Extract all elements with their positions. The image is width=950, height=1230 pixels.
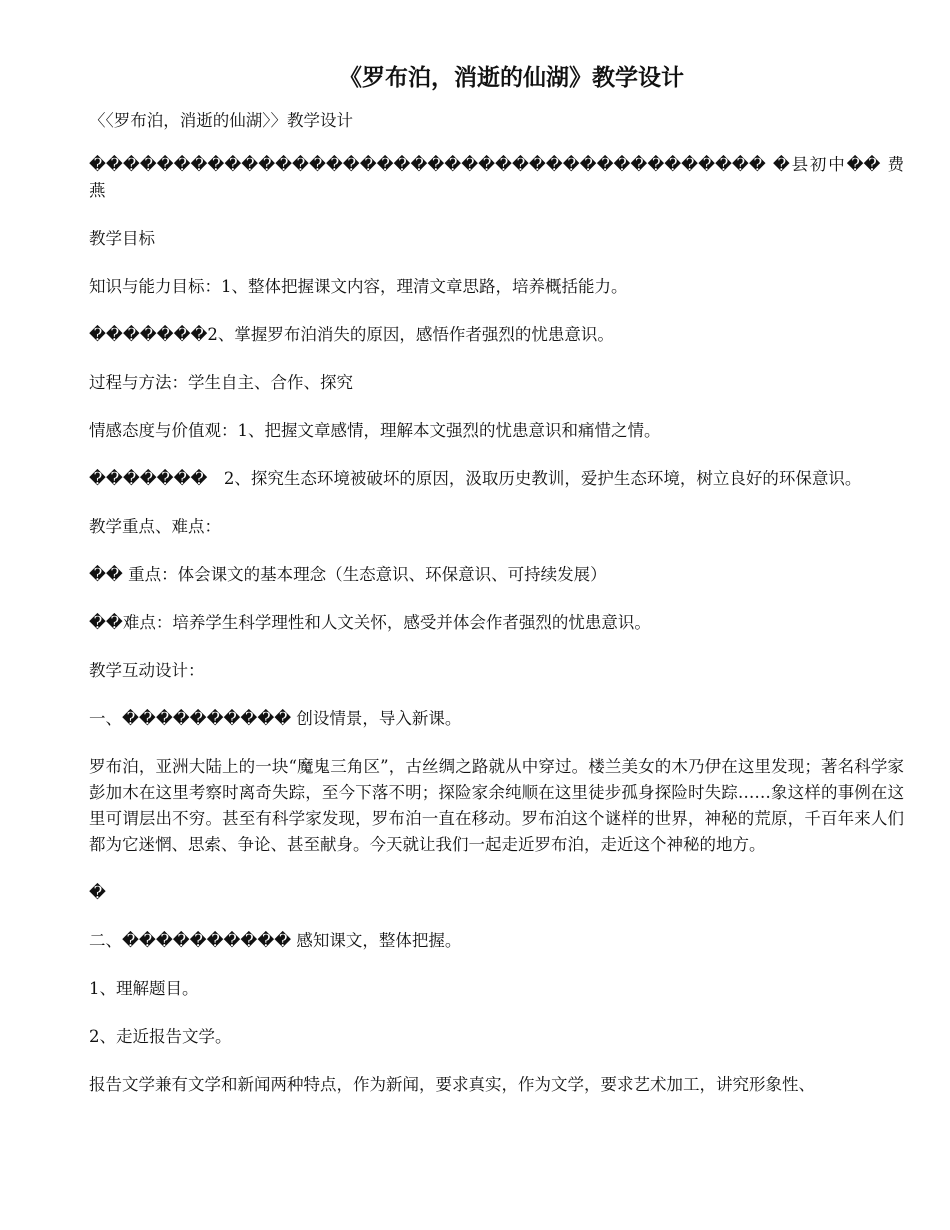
difficult-point: ��难点：培养学生科学理性和人文关怀，感受并体会作者强烈的忧患意识。 bbox=[89, 613, 651, 632]
subtitle-line: 〈〈罗布泊，消逝的仙湖〉〉教学设计 bbox=[89, 111, 353, 130]
step-two-item-2: 2、走近报告文学。 bbox=[89, 1027, 232, 1046]
placeholder-glyph: � bbox=[89, 883, 106, 902]
section-heading-interaction: 教学互动设计： bbox=[89, 661, 205, 680]
objective-process: 过程与方法：学生自主、合作、探究 bbox=[89, 373, 353, 392]
objective-knowledge-1: 知识与能力目标：1、整体把握课文内容，理清文章思路，培养概括能力。 bbox=[89, 277, 628, 296]
objective-knowledge-2: �������2、掌握罗布泊消失的原因，感悟作者强烈的忧患意识。 bbox=[89, 325, 614, 344]
intro-paragraph: 罗布泊，亚洲大陆上的一块“魔鬼三角区”，古丝绸之路就从中穿过。楼兰美女的木乃伊在这里发现；著名科学家彭加木在这里考察时离奇失踪，至今下落不明；探险家余纯顺在这里徒步孤身探险时失踪……象这样的事例在这里可谓层出不穷。甚至有科学家发现，罗布泊一直在移动。罗布泊这个谜样的世界，神秘的荒原，千百年来人们都为它迷惘、思索、争论、甚至献身。今天就让我们一起走近罗布泊，走近这个神秘的地方。 bbox=[89, 757, 904, 854]
step-one-heading: 一、���������� 创设情景，导入新课。 bbox=[89, 709, 462, 728]
objective-attitude-2: ������� 2、探究生态环境被破坏的原因，汲取历史教训，爱护生态环境，树立良好的环保意识。 bbox=[89, 469, 862, 488]
step-two-item-1: 1、理解题目。 bbox=[89, 979, 199, 998]
step-two-heading: 二、���������� 感知课文，整体把握。 bbox=[89, 931, 462, 950]
reportage-paragraph: 报告文学兼有文学和新闻两种特点，作为新闻，要求真实，作为文学，要求艺术加工，讲究形象性、 bbox=[89, 1075, 815, 1094]
section-heading-key-points: 教学重点、难点： bbox=[89, 517, 221, 536]
author-line: ���������������������������������������� �县初中�� 费燕 bbox=[89, 155, 904, 200]
key-point: �� 重点：体会课文的基本理念（生态意识、环保意识、可持续发展） bbox=[89, 565, 607, 584]
document-title: 《罗布泊，消逝的仙湖》教学设计 bbox=[339, 64, 684, 91]
objective-attitude-1: 情感态度与价值观：1、把握文章感情，理解本文强烈的忧患意识和痛惜之情。 bbox=[89, 421, 661, 440]
section-heading-objectives: 教学目标 bbox=[89, 229, 155, 248]
